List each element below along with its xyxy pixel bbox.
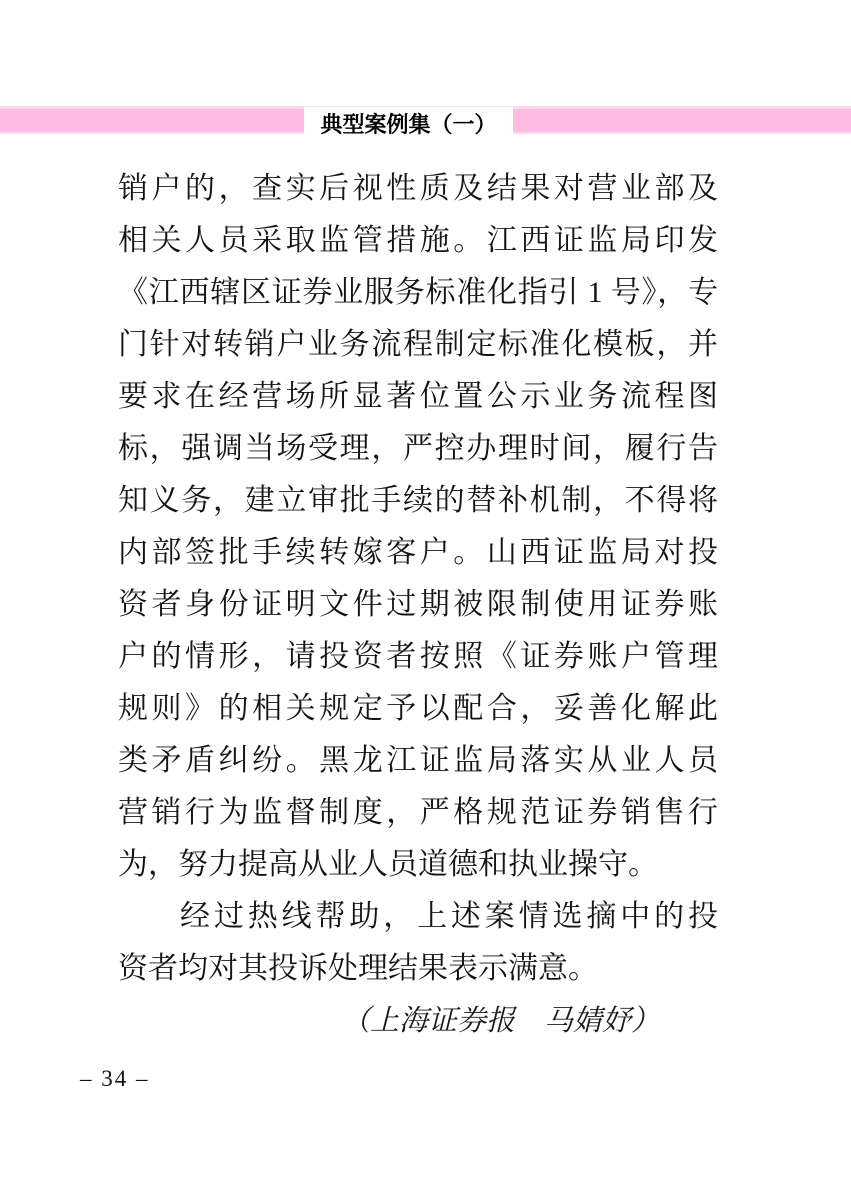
body-line: 相关人员采取监管措施。江西证监局印发 — [118, 224, 718, 257]
source-attribution: （上海证券报 马婧妤） — [340, 1005, 660, 1037]
body-line: 类矛盾纠纷。黑龙江证监局落实从业人员 — [118, 744, 718, 777]
body-line: 营销行为监督制度，严格规范证券销售行 — [118, 796, 718, 829]
header-band — [0, 106, 851, 137]
body-line: 标，强调当场受理，严控办理时间，履行告 — [118, 432, 718, 465]
body-line: 销户的，查实后视性质及结果对营业部及 — [118, 172, 718, 205]
body-line: 规则》的相关规定予以配合，妥善化解此 — [118, 692, 718, 725]
body-line: 内部签批手续转嫁客户。山西证监局对投 — [118, 536, 718, 569]
body-line: 《江西辖区证券业服务标准化指引 1 号》，专 — [118, 276, 718, 309]
body-line: 门针对转销户业务流程制定标准化模板，并 — [118, 328, 718, 361]
body-line: 知义务，建立审批手续的替补机制，不得将 — [118, 484, 718, 517]
running-header-title: 典型案例集（一） — [304, 107, 512, 143]
body-line paragraph-end: 资者均对其投诉处理结果表示满意。 — [118, 952, 598, 985]
body-line: 要求在经营场所显著位置公示业务流程图 — [118, 380, 718, 413]
body-line paragraph-end: 为，努力提高从业人员道德和执业操守。 — [118, 848, 658, 881]
body-line: 资者身份证明文件过期被限制使用证券账 — [118, 588, 718, 621]
body-line paragraph-start: 经过热线帮助，上述案情选摘中的投 — [180, 900, 718, 933]
page-number: – 34 – — [80, 1066, 150, 1091]
body-text-column — [118, 163, 718, 1047]
body-line: 户的情形，请投资者按照《证券账户管理 — [118, 640, 718, 673]
